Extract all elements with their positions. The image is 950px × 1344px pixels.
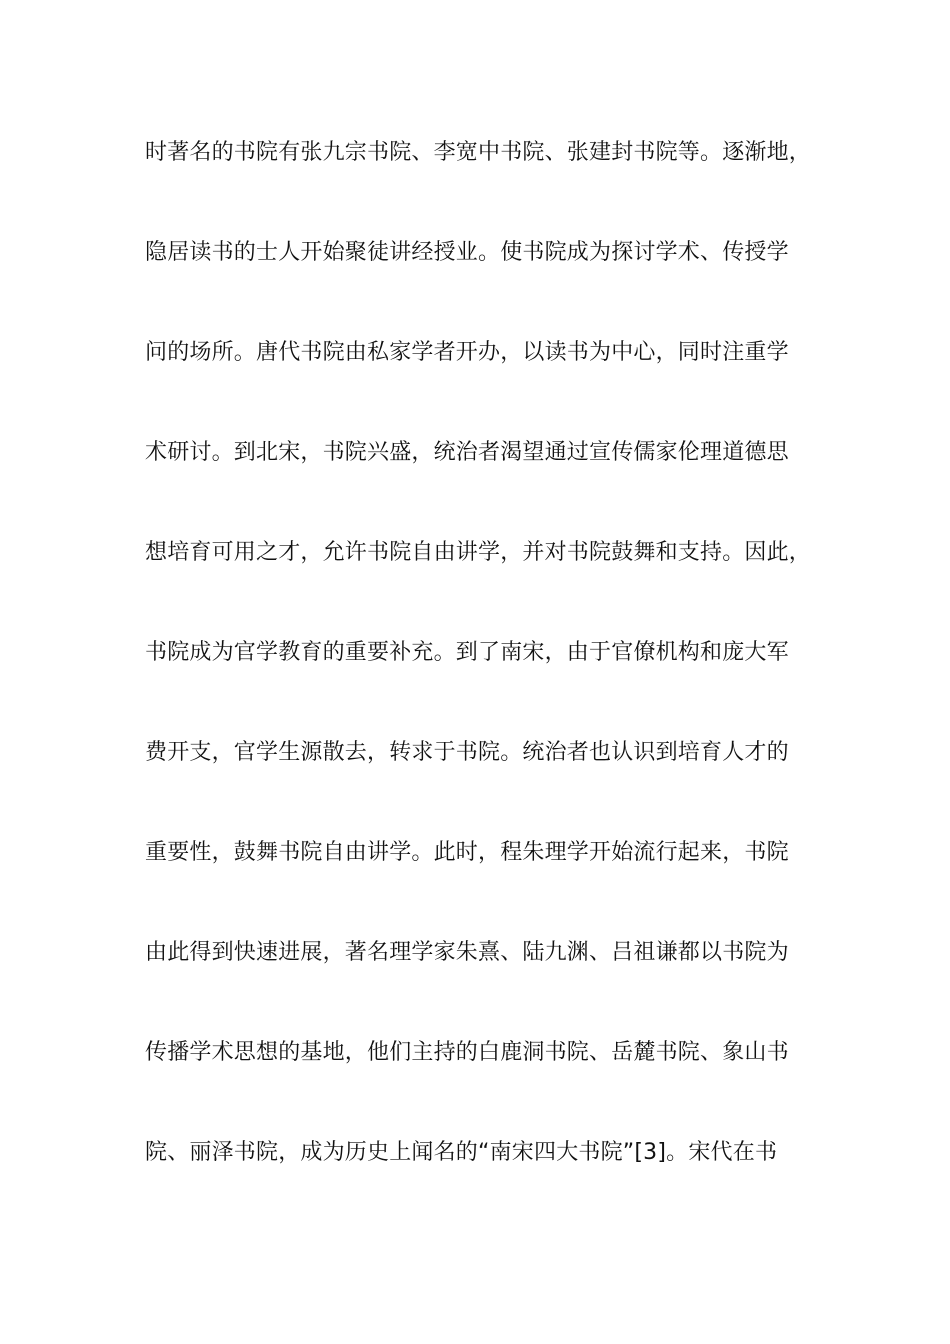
text-line: 隐居读书的士人开始聚徒讲经授业。使书院成为探讨学术、传授学 (145, 240, 789, 265)
text-line: 院、丽泽书院，成为历史上闻名的“南宋四大书院”[3]。宋代在书 (145, 1140, 778, 1165)
text-line: 术研讨。到北宋，书院兴盛，统治者渴望通过宣传儒家伦理道德思 (145, 440, 789, 465)
text-line: 传播学术思想的基地，他们主持的白鹿洞书院、岳麓书院、象山书 (145, 1040, 789, 1065)
text-line: 书院成为官学教育的重要补充。到了南宋，由于官僚机构和庞大军 (145, 640, 789, 665)
text-line: 时著名的书院有张九宗书院、李宽中书院、张建封书院等。逐渐地， (145, 140, 812, 165)
body-text (145, 128, 835, 1228)
text-line: 由此得到快速进展，著名理学家朱熹、陆九渊、吕祖谦都以书院为 (145, 940, 789, 965)
text-line: 想培育可用之才，允许书院自由讲学，并对书院鼓舞和支持。因此， (145, 540, 812, 565)
text-line: 费开支，官学生源散去，转求于书院。统治者也认识到培育人才的 (145, 740, 789, 765)
text-line: 问的场所。唐代书院由私家学者开办，以读书为中心，同时注重学 (145, 340, 789, 365)
text-line: 重要性，鼓舞书院自由讲学。此时，程朱理学开始流行起来，书院 (145, 840, 789, 865)
